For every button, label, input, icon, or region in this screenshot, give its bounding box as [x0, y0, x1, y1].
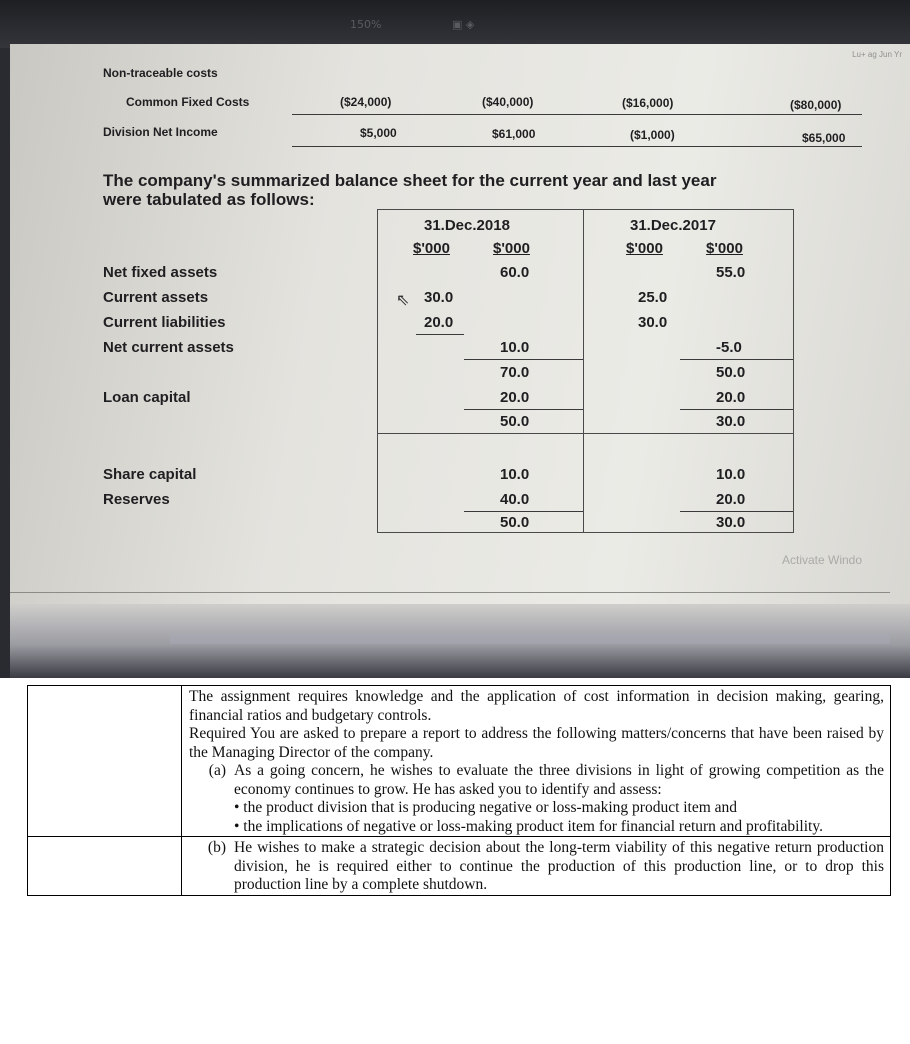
common-fixed-costs-div3: ($16,000)	[622, 96, 674, 110]
loan-capital-label: Loan capital	[103, 389, 191, 406]
net-fixed-assets-label: Net fixed assets	[103, 264, 218, 281]
common-fixed-costs-total: ($80,000)	[790, 98, 842, 112]
2018-loan-capital: 20.0	[500, 389, 530, 406]
fit-page-icon: ▣ ◈	[452, 18, 475, 31]
2018-equity-rule	[464, 511, 583, 512]
item-b-text: He wishes to make a strategic decision about the long-term viability of this negative return production division, he is required either to continue the production of this production line, or to drop this production line by a complete shutdown.	[234, 839, 884, 893]
mouse-pointer-icon: ⇖	[396, 292, 410, 309]
empty-left-cell	[28, 686, 182, 837]
common-fixed-costs-label: Common Fixed Costs	[126, 95, 250, 109]
common-fixed-costs-div2: ($40,000)	[482, 95, 534, 109]
current-liabilities-label: Current liabilities	[103, 314, 226, 331]
net-current-assets-label: Net current assets	[103, 339, 234, 356]
box-left	[377, 209, 378, 533]
required-paragraph: Required You are asked to prepare a report to address the following matters/concerns that have been raised by the Managing Director of the company.	[189, 725, 884, 761]
page-edge-line	[10, 592, 890, 593]
2018-net-fixed-assets: 60.0	[500, 264, 530, 281]
current-assets-label: Current assets	[103, 289, 209, 306]
2018-share-capital: 10.0	[500, 466, 530, 483]
box-top	[377, 209, 793, 210]
share-capital-label: Share capital	[103, 466, 197, 483]
2018-nca-rule	[464, 359, 583, 360]
box-bottom	[377, 532, 794, 533]
header-2017: 31.Dec.2017	[630, 217, 716, 234]
assignment-text-cell	[182, 686, 891, 837]
2017-loan-rule	[680, 409, 793, 410]
2018-net-current-assets: 10.0	[500, 339, 530, 356]
item-a-label: (a)	[208, 762, 226, 779]
unit-2018-col1: $'000	[413, 240, 450, 257]
2017-net-assets: 30.0	[716, 413, 746, 430]
empty-left-cell	[28, 837, 182, 896]
item-a-text: As a going concern, he wishes to evaluate the three divisions in light of growing competition as the economy continues to grow. He has asked you to identify and assess:	[234, 762, 884, 798]
income-rule	[292, 114, 862, 115]
item-a-bullet-2: • the implications of negative or loss-making product item for financial return and profitability.	[234, 817, 823, 835]
intro-line-1: The company's summarized balance sheet for the current year and last year	[103, 171, 717, 190]
item-a	[189, 762, 884, 836]
assignment-intro: The assignment requires knowledge and the application of cost information in decision making, gearing, financial ratios and budgetary controls.	[189, 688, 884, 724]
2017-current-liabilities: 30.0	[638, 314, 668, 331]
table-row	[28, 837, 891, 896]
assignment-table	[27, 685, 891, 896]
item-b-cell	[182, 837, 891, 896]
division-net-income-label: Division Net Income	[103, 125, 218, 139]
2018-loan-rule	[464, 409, 583, 410]
division-net-income-div1: $5,000	[360, 126, 397, 140]
common-fixed-costs-div1: ($24,000)	[340, 95, 392, 109]
box-middle	[583, 209, 584, 533]
table-row	[28, 686, 891, 837]
income-double-rule	[292, 146, 862, 147]
item-b	[189, 839, 884, 895]
item-a-bullet-1: • the product division that is producing negative or loss-making product item and	[234, 799, 738, 816]
division-net-income-div3: ($1,000)	[630, 128, 675, 142]
non-traceable-costs-label: Non-traceable costs	[103, 66, 218, 80]
box-right	[793, 209, 794, 533]
2017-equity-total: 30.0	[716, 514, 746, 531]
division-net-income-total: $65,000	[802, 131, 846, 145]
2017-share-capital: 10.0	[716, 466, 746, 483]
2018-current-assets: 30.0	[424, 289, 454, 306]
intro-line-2: were tabulated as follows:	[103, 190, 315, 209]
unit-2017-col2: $'000	[706, 240, 743, 257]
box-section-line	[377, 433, 794, 434]
2017-total: 50.0	[716, 364, 746, 381]
2017-reserves: 20.0	[716, 491, 746, 508]
2018-total: 70.0	[500, 364, 530, 381]
blurred-zoom-level: 150%	[350, 18, 382, 31]
2017-current-assets: 25.0	[638, 289, 668, 306]
activate-windows-watermark: Activate Windo	[782, 553, 863, 567]
2018-current-liabilities: 20.0	[424, 314, 454, 331]
item-b-label: (b)	[207, 839, 226, 856]
2017-net-current-assets: -5.0	[716, 339, 742, 356]
blurred-scrollbar	[170, 634, 890, 644]
corner-text: Lu+ ag Jun Yr	[852, 50, 902, 59]
unit-2017-col1: $'000	[626, 240, 663, 257]
2017-equity-rule	[680, 511, 793, 512]
reserves-label: Reserves	[103, 491, 170, 508]
2018-net-assets: 50.0	[500, 413, 530, 430]
2017-loan-capital: 20.0	[716, 389, 746, 406]
2017-nca-rule	[680, 359, 793, 360]
2018-reserves: 40.0	[500, 491, 530, 508]
division-net-income-div2: $61,000	[492, 127, 536, 141]
header-2018: 31.Dec.2018	[424, 217, 510, 234]
2017-net-fixed-assets: 55.0	[716, 264, 746, 281]
2018-equity-total: 50.0	[500, 514, 530, 531]
2018-ca-rule	[416, 334, 464, 335]
unit-2018-col2: $'000	[493, 240, 530, 257]
